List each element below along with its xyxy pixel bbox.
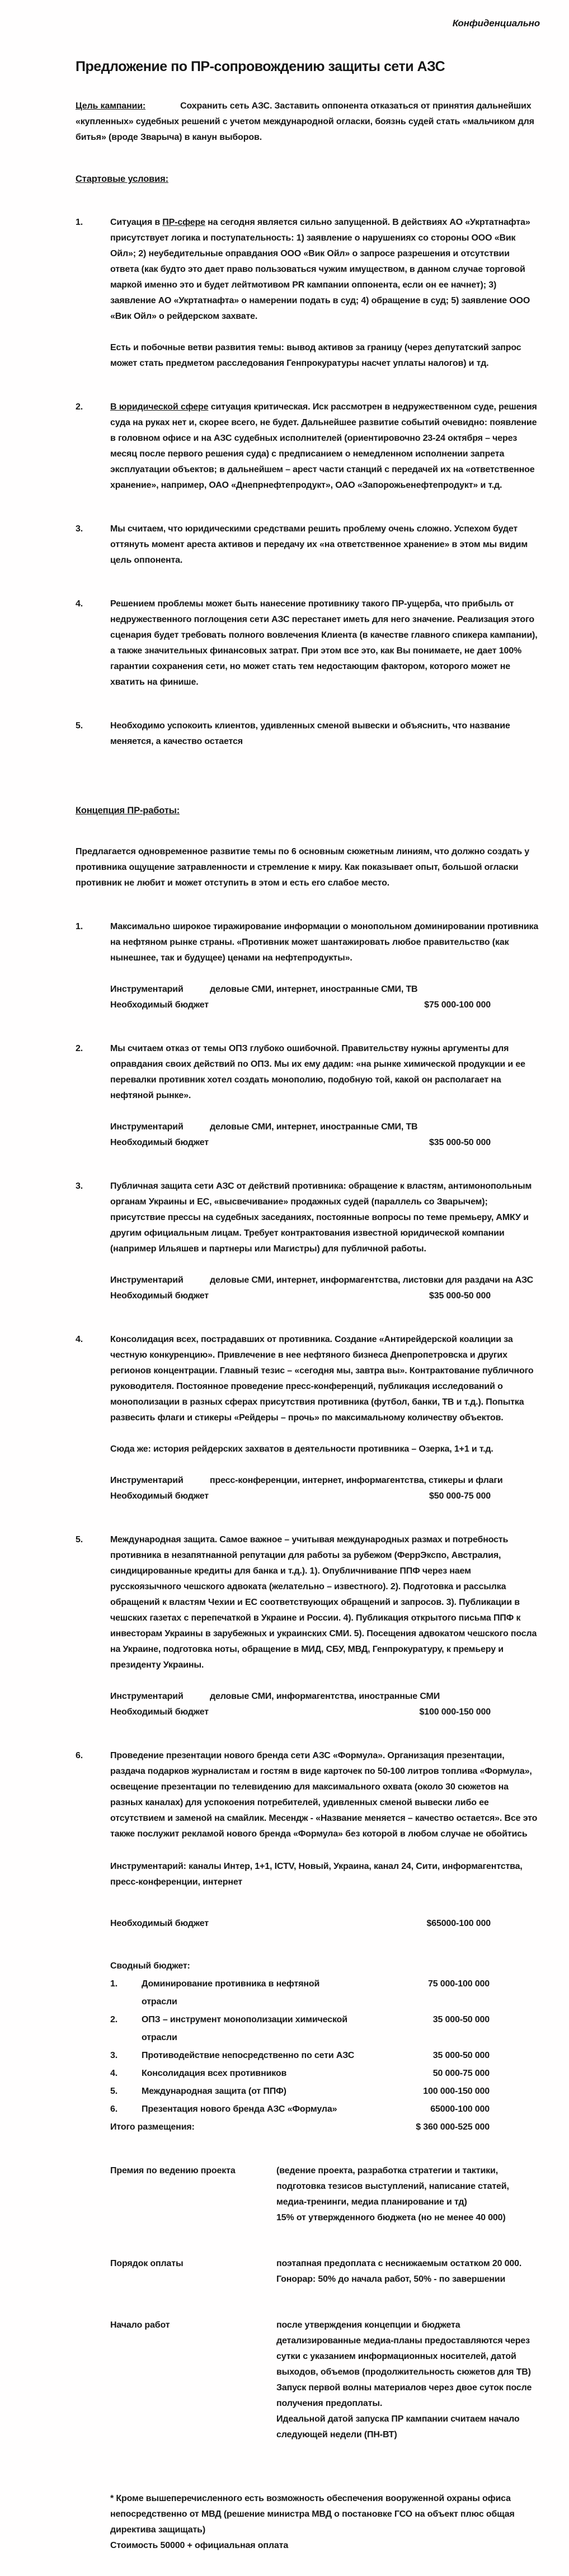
budget-label: Необходимый бюджет	[110, 1491, 209, 1501]
paragraph	[110, 399, 540, 493]
summary-row	[110, 2011, 540, 2047]
tools-label: Инструментарий	[110, 985, 184, 994]
budget-value: $50 000-75 000	[429, 1491, 491, 1501]
list-item-text	[110, 521, 540, 568]
concept-item-3	[76, 1179, 540, 1304]
concept-intro: Предлагается одновременное развитие темы по 6 основным сюжетным линиям, что должно создать у противника ощущение затравленности и стремление к миру. Как показывает опыт, большой огласки противник не любит и может отступить в этом и есть его слабое место.	[76, 847, 530, 888]
tools-row	[110, 1273, 540, 1288]
list-item-text	[110, 1041, 540, 1151]
summary-row	[110, 2047, 540, 2065]
list-item-text	[110, 1332, 540, 1504]
tools-value: деловые СМИ, интернет, иностранные СМИ, ТВ	[210, 985, 418, 994]
payment-text: поэтапная предоплата с неснижаемым остатком 20 000. Гонорар: 50% до начала работ, 50% - по завершении	[276, 2259, 522, 2284]
work-start-text: Запуск первой волны материалов через двое суток после получения предоплаты.	[276, 2383, 532, 2408]
budget-row	[110, 1489, 540, 1504]
summary-row-number: 5.	[110, 2087, 118, 2096]
tools-label: Инструментарий	[110, 1476, 184, 1485]
paragraph: Публичная защита сети АЗС от действий противника: обращение к властям, антимонопольным органам Украины и ЕС, «высвечивание» продажных судей (параллель со Зварычем); присутствие прессы на судебных заседаниях, постоянные вопросы по теме премьеру, АМКУ и другим официальным лицам. Требует контрактования известной юридической компании (например Ильяшев и партнеры или Магистры) для публичной работы.	[110, 1181, 532, 1254]
tools-label: Инструментарий	[110, 1692, 184, 1701]
budget-label: Необходимый бюджет	[110, 1138, 209, 1147]
budget-row	[110, 1135, 540, 1151]
work-start-text: Идеальной датой запуска ПР кампании считаем начало следующей недели (ПН-ВТ)	[276, 2414, 520, 2440]
campaign-goal-label: Цель кампании:	[76, 101, 146, 111]
budget-row	[110, 1288, 540, 1304]
list-item-text	[110, 718, 540, 750]
list-item-text	[110, 215, 540, 371]
start-item-2	[76, 399, 540, 493]
concept-item-4	[76, 1332, 540, 1504]
list-item-number: 1.	[76, 922, 83, 931]
list-item-number: 4.	[76, 1335, 83, 1344]
budget-label: Необходимый бюджет	[110, 1000, 209, 1010]
paragraph	[110, 215, 540, 324]
summary-row-label: Международная защита (от ППФ)	[142, 2087, 286, 2096]
paragraph: Проведение презентации нового бренда сети АЗС «Формула». Организация презентации, раздача подарков журналистам и гостям в виде карточек по 50-100 литров топлива «Формула», освещение презентации по телевидению для максимального охвата (около 30 сюжетов на разных каналах) для успокоения потребителей, удивленных сменой вывески либо ее отсутствием и заменой на смайлик. Месендж - «Название меняется – качество остается». Все это также послужит рекламой нового бренда «Формула» без которой в любом случае не обойтись	[110, 1751, 538, 1839]
summary-row-value: 35 000-50 000	[432, 2015, 490, 2024]
list-item-number: 3.	[76, 524, 83, 534]
start-item-1	[76, 215, 540, 371]
list-item-number: 3.	[76, 1181, 83, 1191]
footnote	[110, 2491, 540, 2554]
work-start-label: Начало работ	[110, 2320, 170, 2330]
tools-row	[110, 982, 540, 997]
summary-row-value: 75 000-100 000	[427, 1979, 490, 1989]
summary-row-label: Доминирование противника в нефтяной отрасли	[142, 1979, 320, 2007]
concept-item-5	[76, 1532, 540, 1720]
summary-total-label: Итого размещения:	[110, 2122, 195, 2132]
payment-body	[276, 2256, 540, 2287]
budget-row	[110, 1916, 540, 1932]
tools-value: деловые СМИ, интернет, информагентства, листовки для раздачи на АЗС	[210, 1275, 533, 1285]
concept-item-6	[76, 1748, 540, 1932]
list-item-text	[110, 1532, 540, 1720]
paragraph: Международная защита. Самое важное – учитывая международных размах и потребность противника в незапятнанной репутации для работы за рубежом (ФеррЭкспо, Австралия, синдицированные кредиты для банка и т.д.). 1). Опубличнивание ППФ через наем русскоязычного чешского адвоката (желательно – известного). 2). Подготовка и рассылка обращений к властям Чехии и ЕС соответствующих обращений и запросов. 3). Публикации в чешских газетах с перепечаткой в Украине и России. 4). Публикация открытого письма ППФ к инвесторам Украины в зарубежных и украинских СМИ. 5). Посещения адвокатом чешского посла на Украине, подготовка ноты, обращение в МИД, СБУ, МВД, Генпрокуратуру, к премьеру и президенту Украины.	[110, 1535, 537, 1670]
work-start-text: после утверждения концепции и бюджета детализированные медиа-планы предоставляются через сутки с указанием информационных носителей, датой выходов, объемов (продолжительность сюжетов для ТВ)	[276, 2320, 531, 2377]
text-segment: Ситуация в	[110, 218, 163, 227]
underlined-term: ПР-сфере	[162, 218, 205, 227]
list-item-number: 4.	[76, 599, 83, 609]
premium-text: (ведение проекта, разработка стратегии и тактики, подготовка тезисов выступлений, написание статей, медиа-тренинги, медиа планирование и тд)	[276, 2166, 509, 2207]
paragraph: Мы считаем, что юридическими средствами решить проблему очень сложно. Успехом будет оттянуть момент ареста активов и передачу их «на ответственное хранение» в этом мы видим цель оппонента.	[110, 524, 528, 565]
budget-value: $35 000-50 000	[429, 1138, 491, 1147]
campaign-goal	[76, 98, 540, 145]
underlined-term: В юридической сфере	[110, 402, 209, 412]
tools-label: Инструментарий	[110, 1275, 184, 1285]
payment-label: Порядок оплаты	[110, 2259, 184, 2268]
summary-total-row	[110, 2118, 540, 2136]
tools-row	[110, 1689, 540, 1704]
text-segment: ситуация критическая. Иск рассмотрен в недружественном суде, решения суда на руках нет и, скорее всего, не будет. Дальнейшее развитие событий очевидно: появление в головном офисе и на АЗС судебных исполнителей (ориентировочно 23-24 октября – через месяц после первого решения суда) с предписанием о немедленном исполнении запрета эксплуатации объектов; в дальнейшем – арест части станций с передачей их на «ответственное хранение», например, ОАО «Днепрнефтепродукт», ОАО «Запорожьенефтепродукт» и т.д.	[110, 402, 537, 490]
summary-row-number: 2.	[110, 2015, 118, 2024]
tools-inline: Инструментарий: каналы Интер, 1+1, ICTV, Новый, Украина, канал 24, Сити, информагентства, пресс-конференции, интернет	[110, 1862, 523, 1887]
summary-row-number: 6.	[110, 2104, 118, 2114]
section-heading-concept: Концепция ПР-работы:	[76, 806, 180, 816]
payment-row	[110, 2256, 540, 2287]
budget-value: $75 000-100 000	[424, 1000, 491, 1010]
list-item-number: 1.	[76, 218, 83, 227]
summary-row-value: 100 000-150 000	[423, 2087, 490, 2096]
premium-row	[110, 2163, 540, 2226]
summary-row-value: 35 000-50 000	[432, 2051, 490, 2060]
summary-row-label: ОПЗ – инструмент монополизации химической отрасли	[142, 2015, 347, 2042]
footnote-text: Стоимость 50000 + официальная оплата	[110, 2541, 289, 2550]
summary-row-value: 65000-100 000	[430, 2104, 490, 2114]
tools-row	[110, 1473, 540, 1489]
work-start-body	[276, 2318, 540, 2443]
summary-row	[110, 2065, 540, 2083]
tools-row	[110, 1119, 540, 1135]
summary-row	[110, 2101, 540, 2118]
tools-value: деловые СМИ, интернет, иностранные СМИ, ТВ	[210, 1122, 418, 1132]
campaign-goal-text: Сохранить сеть АЗС. Заставить оппонента отказаться от принятия дальнейших «купленных» судебных решений с учетом международной огласки, боязнь судей стать «мальчиком для битья» (вроде Зварыча) в канун выборов.	[76, 101, 534, 142]
list-item-number: 2.	[76, 402, 83, 412]
summary-row-value: 50 000-75 000	[432, 2069, 490, 2078]
budget-value: $100 000-150 000	[419, 1707, 491, 1717]
paragraph: Консолидация всех, пострадавших от противника. Создание «Антирейдерской коалиции за честную конкуренцию». Привлечение в нее нефтяного бизнеса Днепропетровска и других регионов концентрации. Главный тезис – «сегодня мы, завтра вы». Контрактование публичного руководителя. Постоянное проведение пресс-конференций, публикация исследований о монополизации в разных сферах присутствия противника (футбол, банки, ТВ и т.д.). Попытка развесить флаги и стикеры «Рейдеры – прочь» по максимальному количеству объектов.	[110, 1335, 534, 1423]
summary-row-label: Консолидация всех противников	[142, 2069, 287, 2078]
start-item-4	[76, 596, 540, 690]
work-start-row	[110, 2318, 540, 2443]
paragraph: Сюда же: история рейдерских захватов в деятельности противника – Озерка, 1+1 и т.д.	[110, 1444, 493, 1454]
confidential-watermark: Конфиденциально	[452, 18, 540, 29]
premium-text: 15% от утвержденного бюджета (но не менее 40 000)	[276, 2213, 506, 2222]
paragraph: Необходимо успокоить клиентов, удивленных сменой вывески и объяснить, что название меняется, а качество остается	[110, 721, 510, 746]
tools-label: Инструментарий	[110, 1122, 184, 1132]
summary-budget-block	[110, 1957, 540, 2136]
summary-row	[110, 1975, 540, 2011]
list-item-text	[110, 596, 540, 690]
paragraph: Мы считаем отказ от темы ОПЗ глубоко ошибочной. Правительству нужны аргументы для оправдания своих действий по ОПЗ. Мы их ему дадим: «на рынке химической продукции и ее перевалки противник хотел создать монополию, подобную той, какой он располагает на нефтяной рынке».	[110, 1044, 525, 1100]
list-item-number: 6.	[76, 1751, 83, 1760]
start-item-3	[76, 521, 540, 568]
footnote-text: * Кроме вышеперечисленного есть возможность обеспечения вооруженной охраны офиса непосредственно от МВД (решение министра МВД о постановке ГСО на объект плюс общая директива защищать)	[110, 2494, 515, 2535]
premium-label: Премия по ведению проекта	[110, 2166, 236, 2175]
list-item-number: 5.	[76, 721, 83, 731]
summary-row-number: 1.	[110, 1979, 118, 1989]
list-item-number: 2.	[76, 1044, 83, 1053]
document-title: Предложение по ПР-сопровождению защиты сети АЗС	[76, 59, 445, 74]
premium-body	[276, 2163, 540, 2226]
budget-row	[110, 997, 540, 1013]
summary-row	[110, 2083, 540, 2101]
list-item-text	[110, 1748, 540, 1932]
budget-value: $35 000-50 000	[429, 1291, 491, 1301]
budget-row	[110, 1704, 540, 1720]
summary-row-label: Противодействие непосредственно по сети АЗС	[142, 2051, 355, 2060]
budget-label: Необходимый бюджет	[110, 1291, 209, 1301]
paragraph: Максимально широкое тиражирование информации о монопольном доминировании противника на нефтяном рынке страны. «Противник может шантажировать любое правительство (как нынешнее, так и будущее) ценами на нефтепродукты».	[110, 922, 539, 963]
budget-label: Необходимый бюджет	[110, 1919, 209, 1928]
paragraph: Есть и побочные ветви развития темы: вывод активов за границу (через депутатский запрос может стать предметом расследования Генпрокуратуры насчет уплаты налогов) и тд.	[110, 343, 521, 368]
summary-heading: Сводный бюджет:	[110, 1961, 190, 1971]
list-item-text	[110, 399, 540, 493]
summary-row-label: Презентация нового бренда АЗС «Формула»	[142, 2104, 337, 2114]
list-item-text	[110, 1179, 540, 1304]
concept-item-1	[76, 919, 540, 1013]
tools-value: пресс-конференции, интернет, информагентства, стикеры и флаги	[210, 1476, 503, 1485]
budget-value: $65000-100 000	[426, 1919, 491, 1928]
summary-row-number: 3.	[110, 2051, 118, 2060]
start-item-5	[76, 718, 540, 750]
section-heading-start-conditions: Стартовые условия:	[76, 174, 168, 184]
concept-item-2	[76, 1041, 540, 1151]
summary-row-number: 4.	[110, 2069, 118, 2078]
list-item-number: 5.	[76, 1535, 83, 1544]
tools-value: деловые СМИ, информагентства, иностранные СМИ	[210, 1692, 440, 1701]
list-item-text	[110, 919, 540, 1013]
summary-total-value: $ 360 000-525 000	[416, 2122, 490, 2132]
paragraph: Решением проблемы может быть нанесение противнику такого ПР-ущерба, что прибыль от недружественного поглощения сети АЗС перестанет иметь для него значение. Реализация этого сценария будет требовать полного вовлечения Клиента (в качестве главного спикера кампании), а также значительных финансовых затрат. При этом все это, как Вы понимаете, не дает 100% гарантии сохранения сети, но может стать тем недостающим фактором, которого может не хватить на финише.	[110, 599, 538, 687]
text-segment: на сегодня является сильно запущенной. В действиях АО «Укртатнафта» присутствует логика и поступательность: 1) заявление о нарушениях со стороны ООО «Вик Ойл»; 2) неубедительные оправдания ООО «Вик Ойл» о запросе разрешения и отсутствии ответа (как будто это дает право пользоваться чужим имуществом, в данном случае торговой маркой именно это и будет лейтмотивом PR кампании оппонента, если он ее начнет); 3) заявление АО «Укртатнафта» о намерении подать в суд; 4) обращение в суд; 5) заявление ООО «Вик Ойл» о рейдерском захвате.	[110, 218, 530, 321]
budget-label: Необходимый бюджет	[110, 1707, 209, 1717]
